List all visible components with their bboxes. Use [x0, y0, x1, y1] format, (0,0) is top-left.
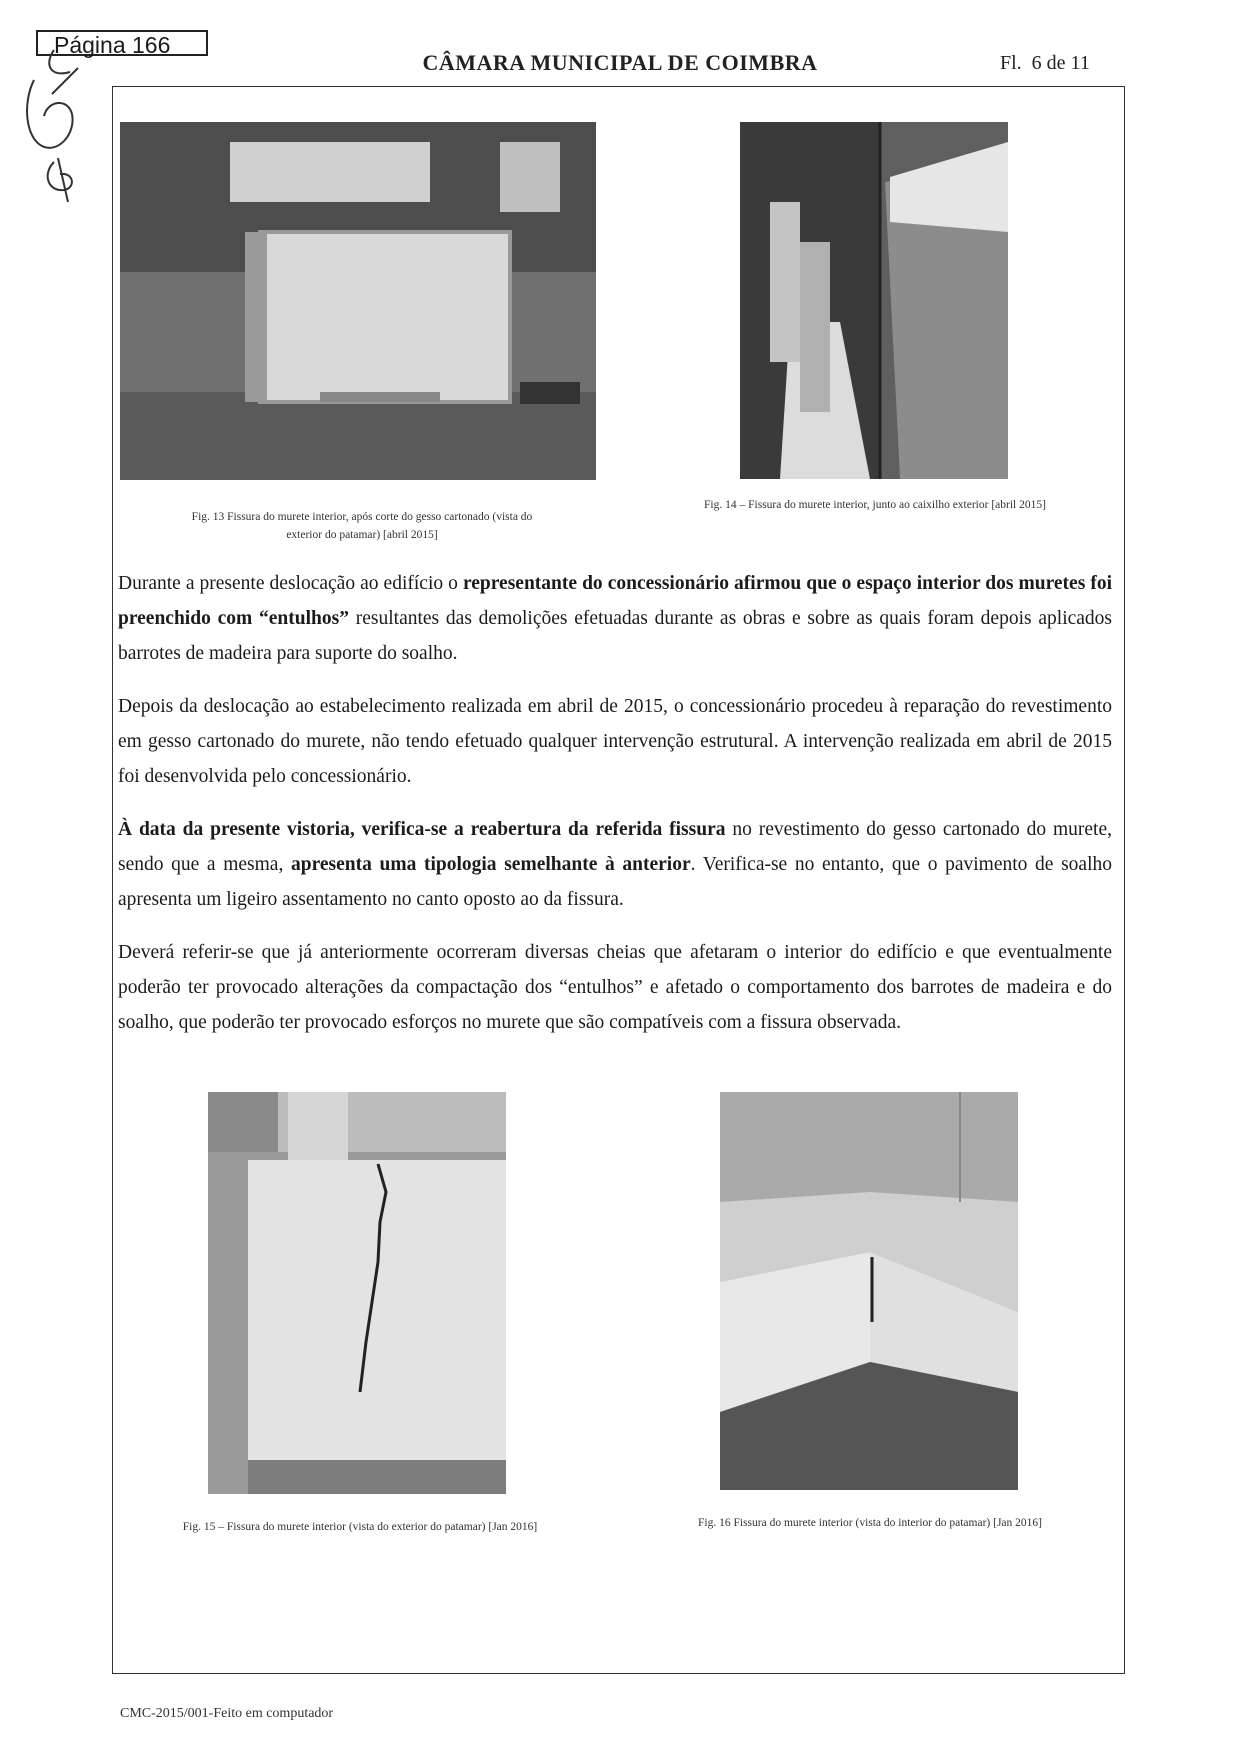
figure-16-caption	[630, 1514, 1110, 1532]
paragraph-3-text: no revestimento do gesso cartonado do murete, sendo que a mesma,	[118, 819, 1112, 875]
paragraph-1-emphasis: representante do concessionário afirmou que o espaço interior dos muretes foi preenchido com “entulhos”	[118, 573, 1112, 629]
photo-icon	[120, 122, 596, 480]
figure-13-caption-line-2: exterior do patamar) [abril 2015]	[286, 529, 438, 541]
figure-15-caption-line-1: Fig. 15 – Fissura do murete interior (vista do exterior do patamar) [Jan 2016]	[182, 1521, 538, 1533]
paragraph-3-text-end: . Verifica-se no entanto, que o pavimento de soalho apresenta um ligeiro assentamento no canto oposto ao da fissura.	[118, 854, 1112, 910]
paragraph-3-emphasis-2: apresenta uma tipologia semelhante à anterior	[290, 854, 691, 875]
photo-icon	[720, 1092, 1018, 1490]
figure-16-caption-line-1: Fig. 16 Fissura do murete interior (vista do interior do patamar) [Jan 2016]	[698, 1517, 1042, 1529]
paragraph-3	[118, 812, 1112, 917]
body-text	[118, 566, 1112, 1058]
figure-15-photo	[208, 1092, 506, 1494]
figure-15-caption	[120, 1518, 600, 1536]
paragraph-1-text: Durante a presente deslocação ao edifício o	[118, 573, 463, 594]
figure-14-caption-line-1: Fig. 14 – Fissura do murete interior, junto ao caixilho exterior [abril 2015]	[704, 499, 1046, 511]
paragraph-1	[118, 566, 1112, 671]
figure-13-caption	[128, 508, 596, 544]
document-title: CÂMARA MUNICIPAL DE COIMBRA	[422, 50, 818, 75]
paragraph-1-text-end: resultantes das demolições efetuadas durante as obras e sobre as quais foram depois aplicados barrotes de madeira para suporte do soalho.	[118, 608, 1113, 664]
figure-16-photo	[720, 1092, 1018, 1490]
figure-13-photo	[120, 122, 596, 480]
figure-13-caption-line-1: Fig. 13 Fissura do murete interior, após corte do gesso cartonado (vista do	[191, 511, 533, 523]
footer-reference: CMC-2015/001-Feito em computador	[120, 1706, 334, 1721]
folio-number: Fl. 6 de 11	[1000, 52, 1090, 74]
paragraph-3-emphasis-1: À data da presente vistoria, verifica-se a reabertura da referida fissura	[118, 819, 726, 840]
page-number-stamp: Página 166	[36, 30, 208, 56]
figure-14-photo	[740, 122, 1008, 479]
paragraph-4: Deverá referir-se que já anteriormente ocorreram diversas cheias que afetaram o interior do edifício e que eventualmente poderão ter provocado alterações da compactação dos “entulhos” e afetado o comportamento dos barrotes de madeira e do soalho, que poderão ter provocado esforços no murete que são compatíveis com a fissura observada.	[118, 942, 1112, 1033]
photo-icon	[740, 122, 1008, 479]
figure-14-caption	[640, 496, 1110, 514]
paragraph-2: Depois da deslocação ao estabelecimento realizada em abril de 2015, o concessionário procedeu à reparação do revestimento em gesso cartonado do murete, não tendo efetuado qualquer intervenção estrutural. A intervenção realizada em abril de 2015 foi desenvolvida pelo concessionário.	[118, 696, 1112, 787]
photo-icon	[208, 1092, 506, 1494]
